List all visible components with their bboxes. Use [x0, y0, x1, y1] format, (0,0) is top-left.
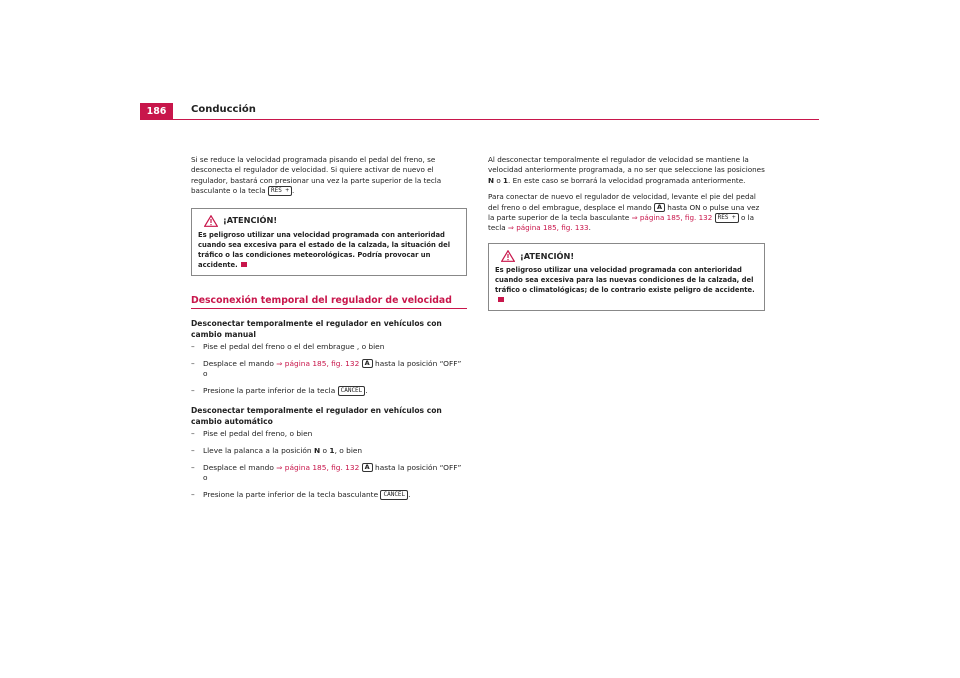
warning-triangle-icon [501, 250, 515, 262]
list-item: – Desplace el mando ⇒ página 185, fig. 132 A hasta la posición “OFF” o [191, 462, 462, 483]
auto-heading: Desconectar temporalmente el regulador en vehículos con cambio automático [191, 406, 442, 427]
control-a-key: A [362, 463, 373, 472]
list-item-text: Pise el pedal del freno, o bien [203, 429, 313, 439]
warning-box [191, 208, 467, 276]
reactivation-paragraph-2: Para conectar de nuevo el regulador de velocidad, levante el pie del pedal del freno o del embrague, desplace el mando A hasta ON o pulse una vez la parte superior de la tecla basculante ⇒ página 185, fig. 132 RES + o la tecla ⇒ página 185, fig. 133. [488, 192, 760, 233]
page-reference-link[interactable]: ⇒ página 185, fig. 132 [276, 462, 360, 472]
warning-text: Es peligroso utilizar una velocidad programada con anterioridad cuando sea excesiva para el estado de la calzada, la situación del tráfico o las condiciones meteorológicas. Podría provocar un accidente. [198, 230, 451, 269]
warning-title: ¡ATENCIÓN! [223, 215, 278, 226]
control-a-key: A [654, 203, 665, 212]
intro-text: Si se reduce la velocidad programada pisando el pedal del freno, se desconecta el regulador de velocidad. Si quiere activar de nuevo el regulador, bastará con presionar una vez la parte superior de la tecla basculante o la tecla [191, 155, 442, 196]
intro-end: . [292, 186, 295, 196]
gear-n: N [313, 446, 321, 455]
control-a-key: A [362, 359, 373, 368]
list-item: – Presione la parte inferior de la tecla basculante CANCEL . [191, 489, 411, 499]
gear-1: 1 [329, 446, 335, 455]
warning-title: ¡ATENCIÓN! [520, 250, 575, 261]
end-square-icon [498, 297, 504, 302]
warning-box [488, 243, 765, 311]
cancel-key: CANCEL [380, 490, 408, 500]
page-reference-link[interactable]: ⇒ página 185, fig. 132 [631, 213, 713, 223]
gear-n: N [488, 175, 495, 185]
page-reference-link[interactable]: ⇒ página 185, fig. 132 [276, 358, 360, 368]
intro-paragraph [191, 155, 467, 197]
cancel-key: CANCEL [338, 386, 366, 396]
warning-triangle-icon [204, 215, 218, 227]
list-item: – Pise el pedal del freno o el del embrague , o bien [191, 342, 385, 352]
manual-heading: Desconectar temporalmente el regulador en vehículos con cambio manual [191, 319, 442, 340]
warning-header [495, 247, 758, 265]
warning-header [198, 212, 460, 230]
res-key: RES + [268, 186, 292, 196]
list-item-text: Pise el pedal del freno o el del embrague , o bien [203, 342, 385, 352]
page-reference-link[interactable]: ⇒ página 185, fig. 133 [507, 223, 589, 233]
warning-body [198, 230, 460, 270]
header-divider [140, 119, 819, 120]
right-column [488, 155, 765, 325]
list-item: – Presione la parte inferior de la tecla CANCEL . [191, 385, 368, 395]
res-key: RES + [715, 213, 739, 223]
warning-text: Es peligroso utilizar una velocidad programada con anterioridad cuando sea excesiva para las nuevas condiciones de la calzada, del tráfico o climatológicas; de lo contrario existe peligro de accidente. [495, 265, 755, 294]
gear-1: 1 [503, 175, 509, 185]
list-item: – Desplace el mando ⇒ página 185, fig. 132 A hasta la posición “OFF” o [191, 358, 462, 379]
chapter-title: Conducción [191, 104, 256, 115]
reactivation-paragraph-1: Al desconectar temporalmente el regulador de velocidad se mantiene la velocidad anteriormente programada, a no ser que seleccione las posiciones N o 1. En este caso se borrará la velocidad programada anteriormente. [488, 155, 765, 185]
left-column [191, 155, 467, 506]
end-square-icon [241, 262, 247, 267]
page-number: 186 [140, 103, 173, 119]
warning-body [495, 265, 758, 305]
section-title: Desconexión temporal del regulador de velocidad [191, 296, 467, 309]
list-item: – Pise el pedal del freno, o bien [191, 429, 313, 439]
list-item: – Lleve la palanca a la posición N o 1, o bien [191, 446, 363, 455]
